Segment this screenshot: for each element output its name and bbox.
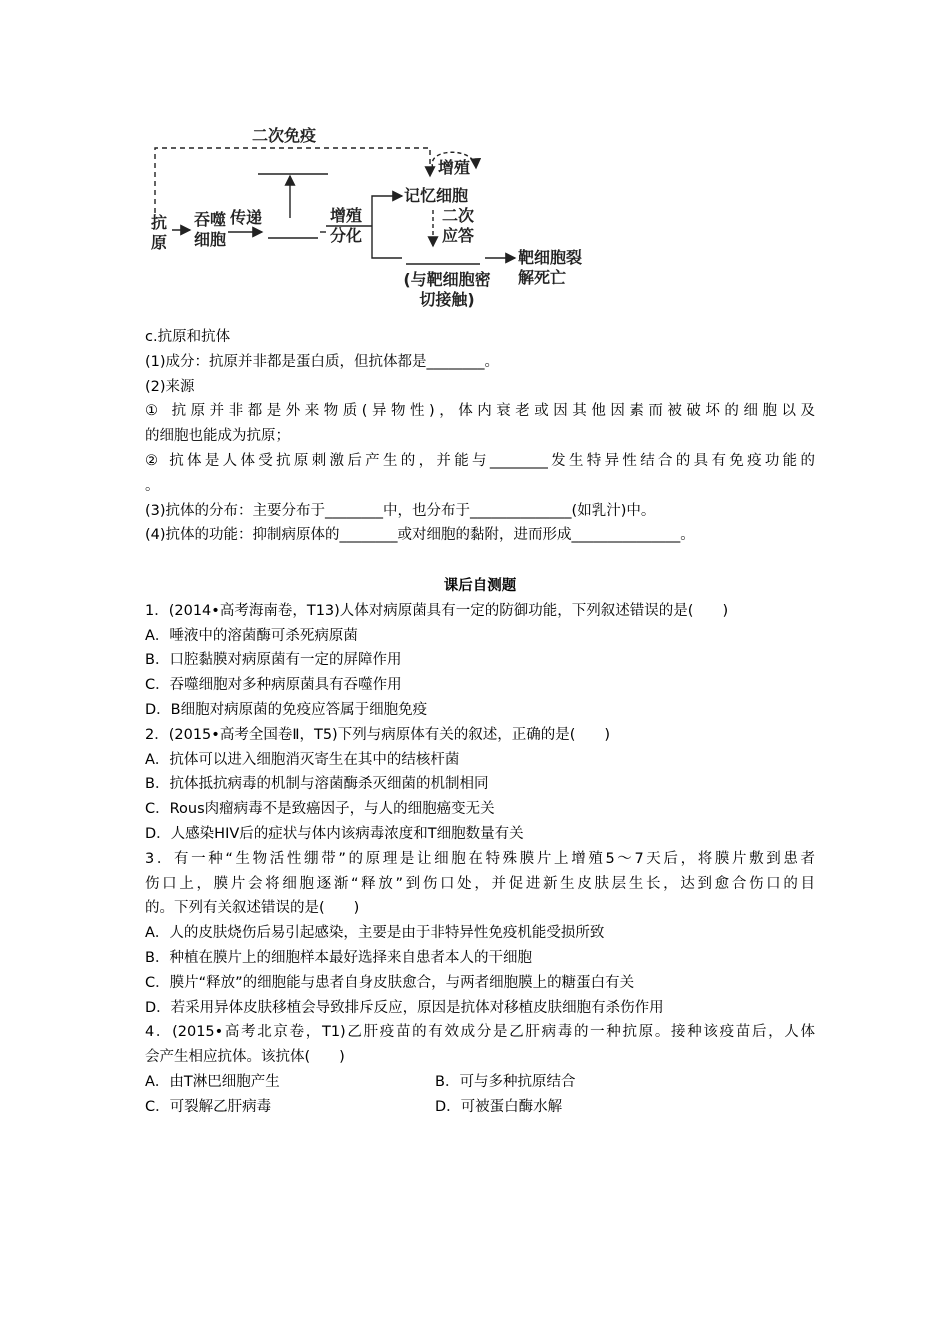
note-distribution: (3)抗体的分布：主要分布于________中，也分布于______________(如乳汁)中。	[145, 502, 656, 519]
option-b: B．种植在膜片上的细胞样本最好选择来自患者本人的干细胞	[145, 949, 532, 966]
question-stem: 会产生相应抗体。该抗体( )	[145, 1049, 345, 1066]
section-title: 课后自测题	[443, 578, 517, 594]
note-source-2a: ② 抗体是人体受抗原刺激后产生的，并能与________发生特异性结合的具有免疫功能的	[145, 452, 815, 469]
option-a: A．唾液中的溶菌酶可杀死病原菌	[145, 627, 358, 644]
option-a: A．抗体可以进入细胞消灭寄生在其中的结核杆菌	[145, 751, 460, 768]
option-row	[145, 1095, 815, 1120]
option-b: B．抗体抵抗病毒的机制与溶菌酶杀灭细菌的机制相同	[145, 776, 489, 793]
question-stem: 3．有一种“生物活性绷带”的原理是让细胞在特殊膜片上增殖5～7天后，将膜片敷到患者	[145, 850, 815, 867]
note-function: (4)抗体的功能：抑制病原体的________或对细胞的黏附，进而形成_______________。	[145, 527, 695, 544]
option-row	[145, 1070, 815, 1095]
question-stem: 伤口上，膜片会将细胞逐渐“释放”到伤口处，并促进新生皮肤层生长，达到愈合伤口的目	[145, 875, 815, 892]
notes-heading: c.抗原和抗体	[145, 329, 231, 345]
option-c: C．可裂解乙肝病毒	[145, 1098, 272, 1115]
option-d: D．B细胞对病原菌的免疫应答属于细胞免疫	[145, 701, 428, 718]
question-3	[145, 847, 815, 1021]
option-a: A．由T淋巴细胞产生	[145, 1073, 280, 1090]
option-d: D．若采用异体皮肤移植会导致排斥反应，原因是抗体对移植皮肤细胞有杀伤作用	[145, 999, 664, 1016]
note-source-1a: ① 抗原并非都是外来物质(异物性)，体内衰老或因其他因素而被破坏的细胞以及	[145, 403, 815, 420]
phagocyte-label: 吞噬细胞	[193, 210, 226, 249]
self-test-section	[145, 574, 815, 1120]
antigen-label: 抗原	[150, 213, 167, 252]
proliferate-label: 增殖	[438, 158, 471, 177]
immune-diagram	[140, 118, 600, 328]
option-b: B．可与多种抗原结合	[435, 1073, 576, 1090]
contact-note-label: (与靶细胞密切接触)	[403, 270, 491, 309]
option-c: C．吞噬细胞对多种病原菌具有吞噬作用	[145, 677, 402, 694]
question-stem: 1．(2014•高考海南卷，T13)人体对病原菌具有一定的防御功能，下列叙述错误的是( )	[145, 602, 729, 619]
question-1	[145, 599, 815, 723]
option-c: C．Rous肉瘤病毒不是致癌因子，与人的细胞癌变无关	[145, 801, 495, 818]
secondary-immunity-label: 二次免疫	[252, 126, 317, 145]
target-lysis-label: 靶细胞裂解死亡	[518, 248, 583, 287]
option-d: D．人感染HIV后的症状与体内该病毒浓度和T细胞数量有关	[145, 825, 524, 842]
question-stem: 的。下列有关叙述错误的是( )	[145, 900, 360, 917]
note-source-heading: (2)来源	[145, 378, 195, 395]
note-source-2b: 。	[145, 477, 160, 494]
option-c: C．膜片“释放”的细胞能与患者自身皮肤愈合，与两者细胞膜上的糖蛋白有关	[145, 974, 635, 991]
secondary-response-label: 二次应答	[441, 206, 474, 245]
note-composition: (1)成分：抗原并非都是蛋白质，但抗体都是________。	[145, 353, 500, 370]
proliferate-differentiate-label: 增殖分化	[329, 206, 362, 245]
question-stem: 2．(2015•高考全国卷Ⅱ，T5)下列与病原体有关的叙述，正确的是( )	[145, 726, 611, 743]
question-stem: 4．(2015•高考北京卷，T1)乙肝疫苗的有效成分是乙肝病毒的一种抗原。接种该疫苗后，人体	[145, 1024, 815, 1041]
question-2	[145, 723, 815, 847]
question-4	[145, 1020, 815, 1119]
antigen-antibody-notes	[145, 325, 815, 548]
option-d: D．可被蛋白酶水解	[435, 1098, 563, 1115]
note-source-1b: 的细胞也能成为抗原；	[145, 428, 290, 445]
transmit-label: 传递	[230, 208, 263, 227]
memory-cell-label: 记忆细胞	[404, 186, 469, 205]
option-a: A．人的皮肤烧伤后易引起感染，主要是由于非特异性免疫机能受损所致	[145, 925, 605, 942]
option-b: B．口腔黏膜对病原菌有一定的屏障作用	[145, 652, 402, 669]
